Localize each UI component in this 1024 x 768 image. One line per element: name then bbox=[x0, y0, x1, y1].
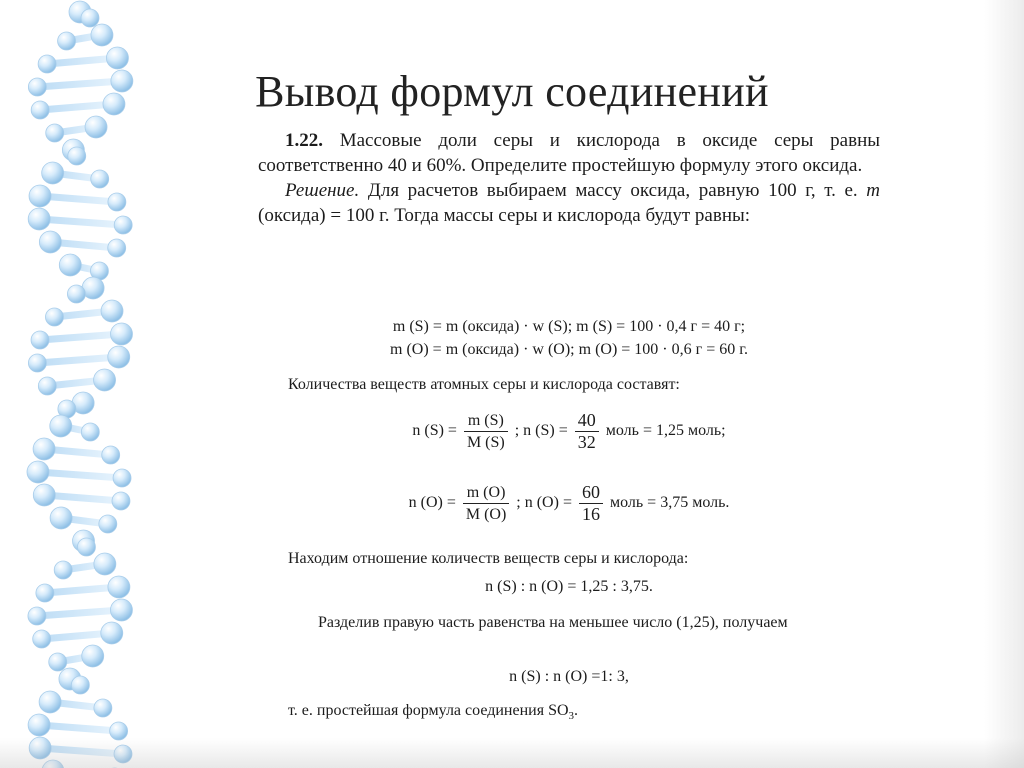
dna-node bbox=[101, 622, 123, 644]
n-sulfur-equation: n (S) = $\frac{m (S)}{M (S)}$ ; n (S) = $\frac{40}{32}$ моль = 1,25 моль; bbox=[412, 410, 726, 452]
dna-node bbox=[114, 216, 132, 234]
fraction-40-32: $\frac{40}{32}$ bbox=[575, 412, 599, 451]
problem-number: 1.22. bbox=[285, 130, 323, 151]
slide-bottom-shadow bbox=[0, 738, 1024, 768]
dna-node bbox=[101, 300, 123, 322]
dna-node bbox=[108, 193, 126, 211]
dna-node bbox=[85, 116, 107, 138]
amounts-intro: Количества веществ атомных серы и кислорода составят: bbox=[288, 376, 680, 393]
solution-block bbox=[258, 300, 880, 722]
mass-symbol: m bbox=[866, 180, 881, 201]
dna-node bbox=[67, 285, 85, 303]
dna-node bbox=[39, 231, 61, 253]
fraction-60-16: $\frac{60}{16}$ bbox=[579, 484, 603, 523]
dna-node bbox=[28, 354, 46, 372]
n-oxygen-equation: n (O) = $\frac{m (O)}{M (O)}$ ; n (O) = $\frac{60}{16}$ моль = 3,75 моль. bbox=[408, 482, 730, 524]
dna-rod bbox=[37, 610, 122, 616]
dna-node bbox=[39, 691, 61, 713]
ratio-line-1: n (S) : n (O) = 1,25 : 3,75. bbox=[485, 578, 653, 595]
dna-node bbox=[81, 423, 99, 441]
dna-node bbox=[82, 645, 104, 667]
dna-node bbox=[50, 507, 72, 529]
dna-node bbox=[50, 415, 72, 437]
dna-node bbox=[91, 170, 109, 188]
ratio-line-2: n (S) : n (O) =1: 3, bbox=[509, 668, 629, 685]
dna-node bbox=[108, 576, 130, 598]
dna-node bbox=[31, 331, 49, 349]
dna-node bbox=[102, 446, 120, 464]
dna-node bbox=[94, 553, 116, 575]
dna-node bbox=[33, 438, 55, 460]
mass-sulfur-line: m (S) = m (оксида) · w (S); m (S) = 100 · 0,4 г = 40 г; bbox=[392, 318, 746, 335]
dna-node bbox=[113, 469, 131, 487]
divide-text: Разделив правую часть равенства на меньшее число (1,25), получаем bbox=[318, 614, 788, 631]
dna-node bbox=[49, 653, 67, 671]
dna-rod bbox=[38, 472, 122, 478]
ratio-intro: Находим отношение количеств веществ серы и кислорода: bbox=[288, 550, 689, 567]
dna-rod bbox=[44, 495, 121, 501]
dna-node bbox=[58, 32, 76, 50]
dna-node bbox=[38, 377, 56, 395]
dna-node bbox=[77, 538, 95, 556]
dna-rod bbox=[40, 196, 117, 202]
dna-node bbox=[28, 208, 50, 230]
fraction-mS-MS: $\frac{m (S)}{M (S)}$ bbox=[464, 412, 508, 451]
solution-text-b: (оксида) = 100 г. Тогда массы серы и кислорода будут равны: bbox=[258, 205, 751, 226]
dna-node bbox=[112, 492, 130, 510]
dna-node bbox=[28, 607, 46, 625]
dna-rod bbox=[40, 334, 121, 340]
dna-node bbox=[111, 323, 133, 345]
mass-oxygen-line: m (O) = m (оксида) · w (O); m (O) = 100 · 0,6 г = 60 г. bbox=[390, 341, 748, 358]
dna-node bbox=[36, 584, 54, 602]
problem-text: Массовые доли серы и кислорода в оксиде серы равны соответственно 40 и 60%. Определите простейшую формулу этого оксида. bbox=[258, 130, 880, 176]
dna-node bbox=[33, 630, 51, 648]
dna-rod bbox=[37, 357, 118, 363]
dna-node bbox=[108, 346, 130, 368]
dna-node bbox=[29, 185, 51, 207]
dna-node bbox=[33, 484, 55, 506]
dna-node bbox=[110, 599, 132, 621]
dna-rod bbox=[39, 725, 119, 731]
dna-node bbox=[71, 676, 89, 694]
dna-rod bbox=[39, 219, 123, 225]
dna-node bbox=[27, 461, 49, 483]
problem-statement bbox=[258, 128, 880, 228]
slide-title: Вывод формул соединений bbox=[255, 67, 769, 116]
dna-node bbox=[94, 369, 116, 391]
dna-node bbox=[81, 9, 99, 27]
dna-node bbox=[108, 239, 126, 257]
fraction-mO-MO: $\frac{m (O)}{M (O)}$ bbox=[463, 484, 509, 523]
dna-node bbox=[46, 124, 64, 142]
dna-node bbox=[99, 515, 117, 533]
solution-label: Решение. bbox=[285, 180, 360, 201]
dna-node bbox=[54, 561, 72, 579]
dna-node bbox=[59, 254, 81, 276]
dna-node bbox=[42, 162, 64, 184]
dna-node bbox=[28, 714, 50, 736]
dna-node bbox=[68, 147, 86, 165]
dna-node bbox=[91, 24, 113, 46]
conclusion: т. е. простейшая формула соединения $SO_3$. bbox=[288, 702, 579, 723]
solution-text-a: Для расчетов выбираем массу оксида, равную 100 г, т. е. bbox=[367, 180, 858, 201]
dna-node bbox=[45, 308, 63, 326]
dna-node bbox=[94, 699, 112, 717]
